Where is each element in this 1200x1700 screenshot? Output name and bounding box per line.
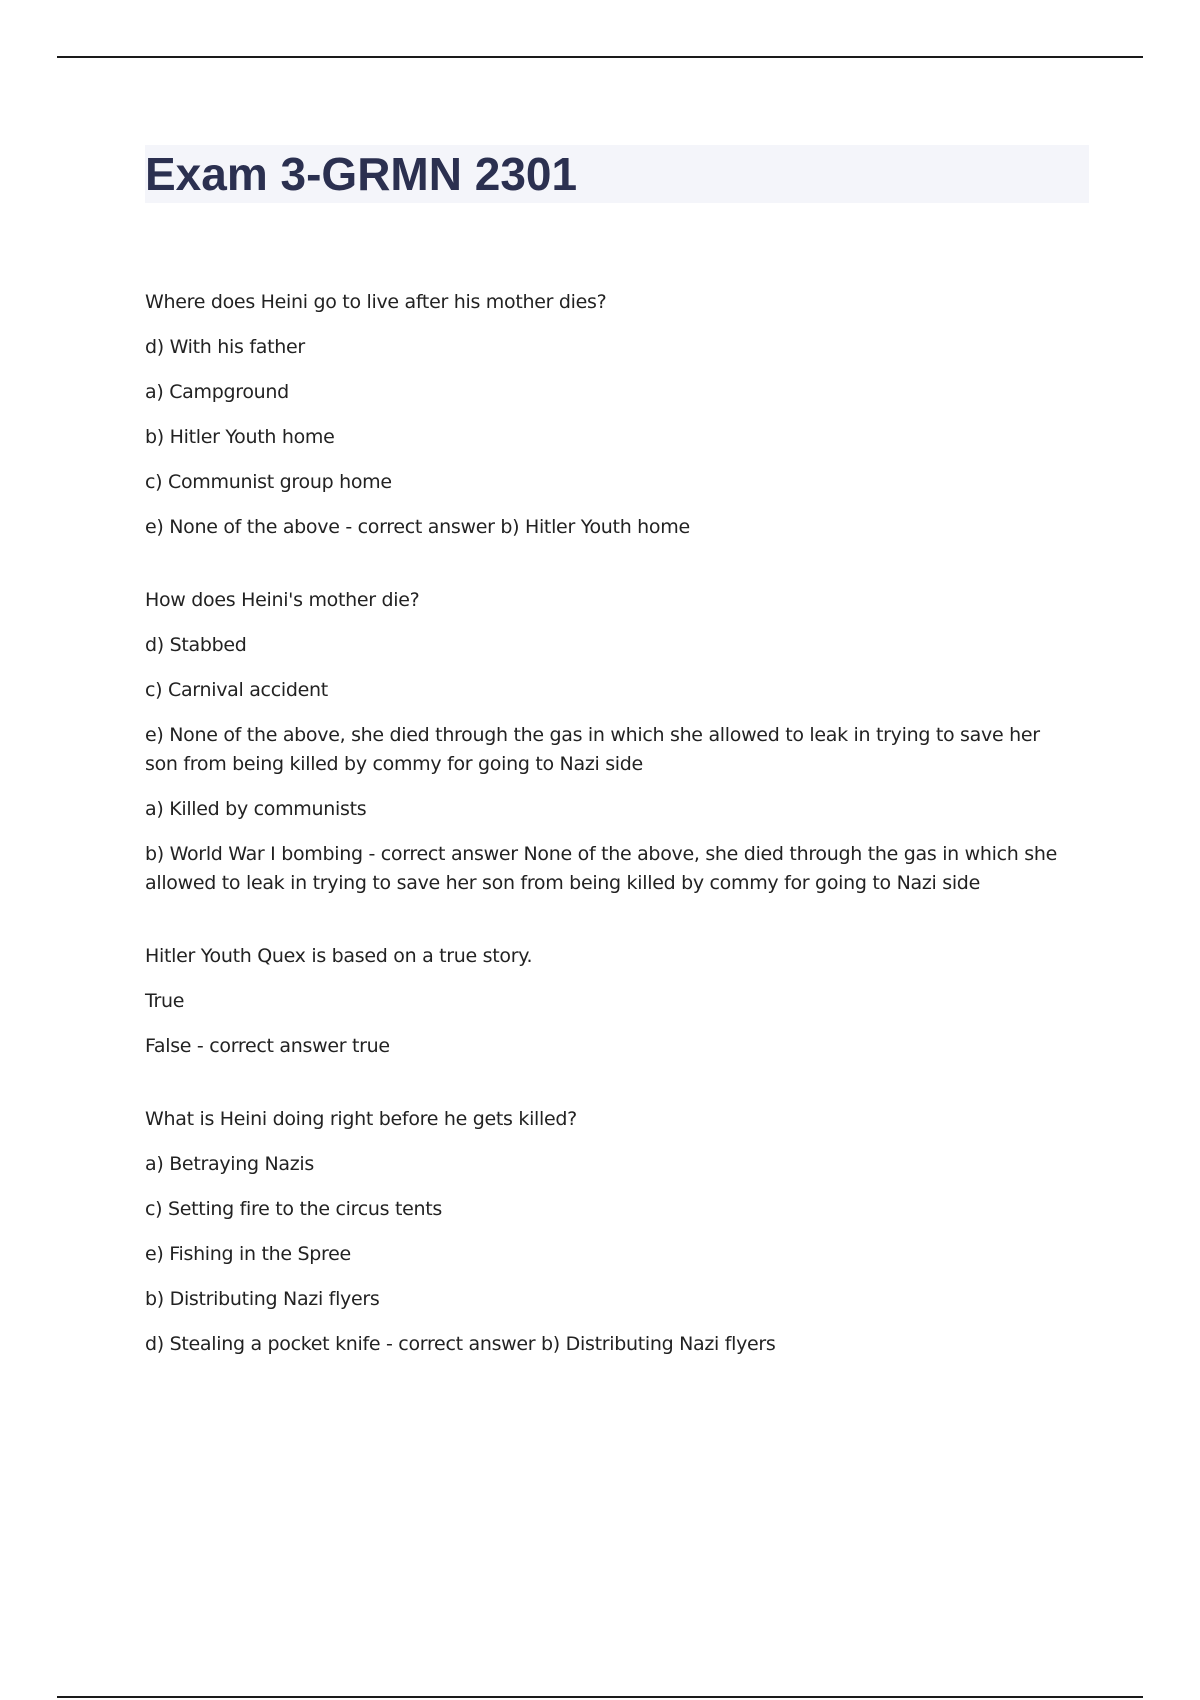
answer-option: a) Campground — [145, 381, 289, 403]
top-rule — [57, 56, 1143, 58]
answer-option: d) Stabbed — [145, 634, 247, 656]
answer-option: b) Hitler Youth home — [145, 426, 335, 448]
question-block — [145, 1105, 1065, 1359]
answer-option: c) Carnival accident — [145, 679, 328, 701]
document-title: Exam 3-GRMN 2301 — [145, 148, 578, 200]
question-block — [145, 586, 1065, 898]
answer-option: a) Killed by communists — [145, 798, 367, 820]
answer-option-with-correct-answer: d) Stealing a pocket knife - correct answer b) Distributing Nazi flyers — [145, 1333, 776, 1355]
answer-option-with-correct-answer: e) None of the above - correct answer b) Hitler Youth home — [145, 516, 690, 538]
question-text: What is Heini doing right before he gets killed? — [145, 1108, 577, 1130]
question-block — [145, 942, 1065, 1061]
answer-option: e) None of the above, she died through the gas in which she allowed to leak in trying to save her son from being killed by commy for going to Nazi side — [145, 724, 1040, 775]
answer-option: True — [145, 990, 185, 1012]
question-list — [145, 288, 1065, 1403]
bottom-rule — [57, 1696, 1143, 1698]
question-text: Where does Heini go to live after his mother dies? — [145, 291, 607, 313]
question-text: How does Heini's mother die? — [145, 589, 420, 611]
answer-option-with-correct-answer: False - correct answer true — [145, 1035, 390, 1057]
answer-option: c) Setting fire to the circus tents — [145, 1198, 442, 1220]
answer-option: e) Fishing in the Spree — [145, 1243, 351, 1265]
question-text: Hitler Youth Quex is based on a true story. — [145, 945, 533, 967]
question-block — [145, 288, 1065, 542]
answer-option: d) With his father — [145, 336, 305, 358]
answer-option-with-correct-answer: b) World War I bombing - correct answer None of the above, she died through the gas in which she allowed to leak in trying to save her son from being killed by commy for going to Nazi side — [145, 843, 1057, 894]
answer-option: b) Distributing Nazi flyers — [145, 1288, 380, 1310]
answer-option: a) Betraying Nazis — [145, 1153, 314, 1175]
answer-option: c) Communist group home — [145, 471, 392, 493]
